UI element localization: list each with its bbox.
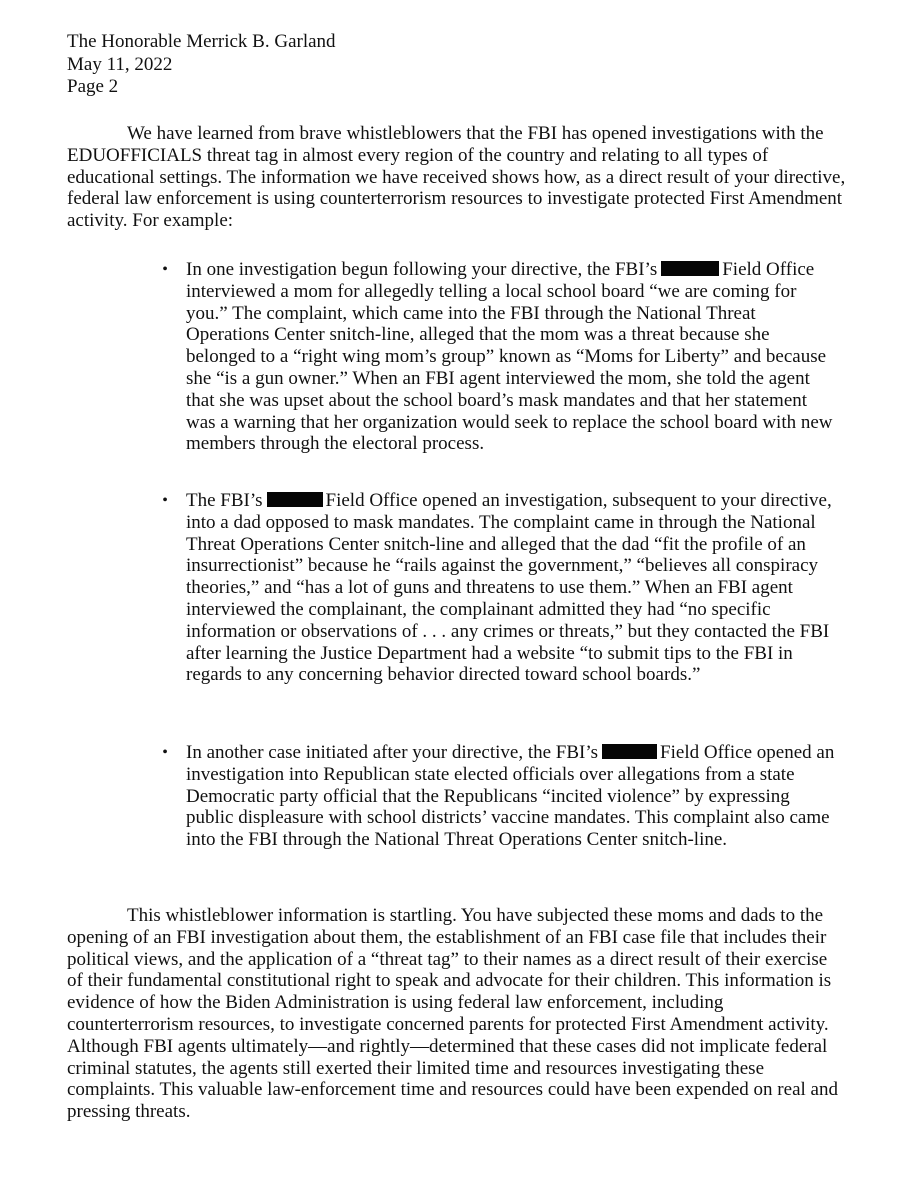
recipient-line: The Honorable Merrick B. Garland (67, 31, 336, 52)
bullet-text-after-redaction: Field Office opened an investigation, subsequent to your directive, into a dad opposed to mask mandates. The complaint came in through the National Threat Operations Center snitch-line and alleged that the dad “fit the profile of an insurrectionist” because he “rails against the government,” “believes all conspiracy theories,” and “has a lot of guns and threatens to use them.” When an FBI agent interviewed the complainant, the complainant admitted they had “no specific information or observations of . . . any crimes or threats,” but they contacted the FBI after learning the Justice Department had a website “to submit tips to the FBI in regards to any concerning behavior directed toward school boards.” (186, 490, 832, 686)
intro-paragraph: We have learned from brave whistleblowers that the FBI has opened investigations with the EDUOFFICIALS threat tag in almost every region of the country and relating to all types of educational settings. The information we have received shows how, as a direct result of your directive, federal law enforcement is using counterterrorism resources to investigate protected First Amendment activity. For example: (67, 123, 846, 232)
closing-paragraph: This whistleblower information is startling. You have subjected these moms and dads to the opening of an FBI investigation about them, the establishment of an FBI case file that includes their political views, and the application of a “threat tag” to their names as a direct result of their exercise of their fundamental constitutional right to speak and advocate for their children. This information is evidence of how the Biden Administration is using federal law enforcement, including counterterrorism resources, to investigate concerned parents for protected First Amendment activity. Although FBI agents ultimately—and rightly—determined that these cases did not implicate federal criminal statutes, the agents still exerted their limited time and resources investigating these complaints. This valuable law-enforcement time and resources could have been expended on real and pressing threats. (67, 905, 838, 1123)
bullet-dot: • (162, 492, 168, 509)
bullet-text-before-redaction: The FBI’s (186, 490, 263, 511)
date-line: May 11, 2022 (67, 53, 173, 75)
bullet-text-before-redaction: In one investigation begun following your directive, the FBI’s (186, 259, 658, 280)
page-number-line: Page 2 (67, 76, 119, 97)
redaction-bar (602, 744, 657, 759)
bullet-item-mom-investigation (162, 259, 836, 455)
redaction-bar (661, 261, 719, 276)
bullet-text-after-redaction: Field Office interviewed a mom for allegedly telling a local school board “we are coming for you.” The complaint, which came into the FBI through the National Threat Operations Center snitch-line, alleged that the mom was a threat because she belonged to a “right wing mom’s group” known as “Moms for Liberty” and because she “is a gun owner.” When an FBI agent interviewed the mom, she told the agent that she was upset about the school board’s mask mandates and that her statement was a warning that her organization would seek to replace the school board with new members through the electoral process. (186, 259, 833, 455)
bullet-dot: • (162, 744, 168, 761)
redaction-bar (267, 492, 323, 507)
bullet-item-officials-investigation (162, 742, 836, 851)
bullet-item-dad-investigation (162, 490, 836, 686)
bullet-text-before-redaction: In another case initiated after your directive, the FBI’s (186, 742, 599, 763)
letter-header (67, 31, 336, 99)
bullet-text-after-redaction: Field Office opened an investigation into Republican state elected officials over allegations from a state Democratic party official that the Republicans “incited violence” by expressing public displeasure with school districts’ vaccine mandates. This complaint also came into the FBI through the National Threat Operations Center snitch-line. (186, 742, 835, 851)
bullet-dot: • (162, 261, 168, 278)
